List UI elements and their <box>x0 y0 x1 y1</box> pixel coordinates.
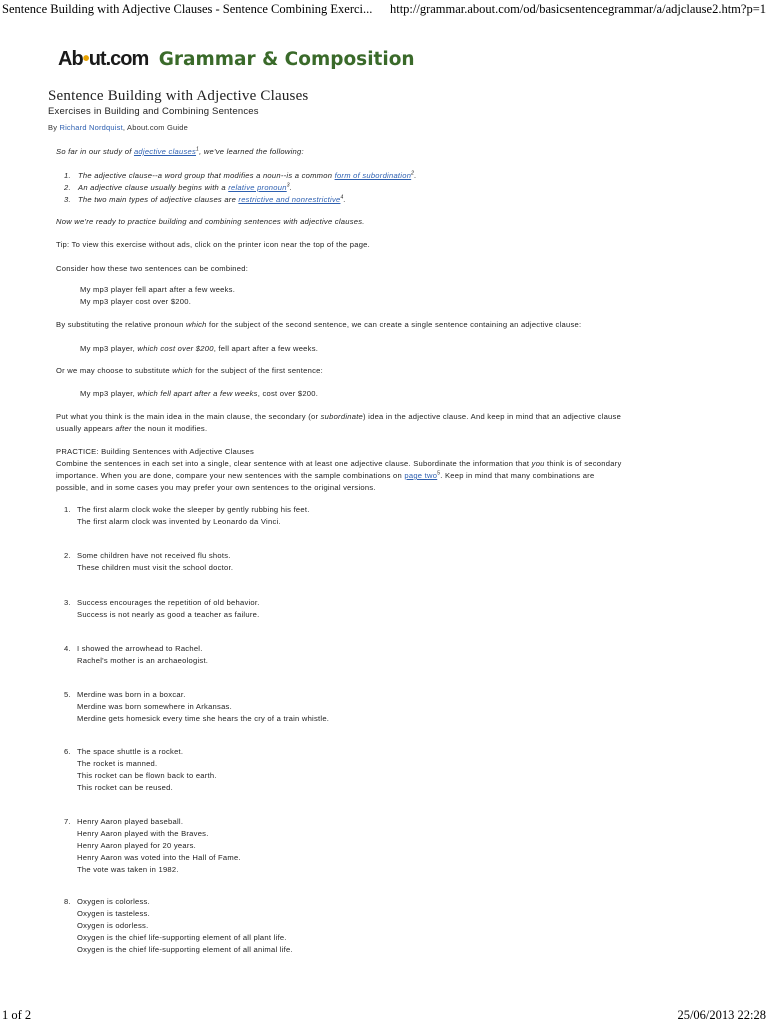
page-number: 1 of 2 <box>2 1008 32 1022</box>
article-subtitle: Exercises in Building and Combining Sentences <box>48 106 259 117</box>
author-link[interactable]: Richard Nordquist <box>59 123 123 132</box>
example-pair: My mp3 player fell apart after a few weeks. My mp3 player cost over $200. <box>80 285 236 306</box>
print-footer <box>0 1008 768 1024</box>
practice-heading: PRACTICE: Building Sentences with Adjective Clauses <box>56 447 255 456</box>
about-brand: Ab•ut.com <box>58 48 149 70</box>
form-of-subordination-link[interactable]: form of subordination <box>334 171 412 180</box>
print-header-title: Sentence Building with Adjective Clauses - Sentence Combining Exerci... <box>2 2 373 16</box>
intro-paragraph: So far in our study of adjective clauses$^1$, we've learned the following: <box>56 146 304 156</box>
print-datetime: 25/06/2013 22:28 <box>677 1008 766 1022</box>
print-header-url: http://grammar.about.com/od/basicsentencegrammar/a/adjclause2.htm?p=1 <box>389 2 766 16</box>
main-idea-paragraph: Put what you think is the main idea in the main clause, the secondary (or subordinate) idea in the adjective clause. And keep in mind that an adjective clause usually appears after the noun it modifies. <box>56 412 622 433</box>
channel-name: Grammar & Composition <box>158 49 415 70</box>
combined-example-2: My mp3 player, which fell apart after a few weeks, cost over $200. <box>80 389 319 398</box>
list-item: 1. The adjective clause--a word group that modifies a noun--is a common form of subordination$^2$. <box>64 170 417 180</box>
practice-section: PRACTICE: Building Sentences with Adjective Clauses Combine the sentences in each set into a single, clear sentence with at least one adjective clause. Subordinate the information that you think is of secondary importance. When you are done, compare your new sentences with the sample combinations on page two$^5$. Keep in mind that many combinations are possible, and in some cases you may prefer your own sentences to the original versions. <box>56 447 622 492</box>
print-header <box>0 0 768 20</box>
list-item: 2. An adjective clause usually begins with a relative pronoun$^3$. <box>64 182 293 192</box>
or-may-paragraph: Or we may choose to substitute which for the subject of the first sentence: <box>56 366 323 375</box>
about-logo[interactable] <box>58 48 415 78</box>
combined-example-1: My mp3 player, which cost over $200, fell apart after a few weeks. <box>80 344 319 353</box>
relative-pronoun-link[interactable]: relative pronoun <box>228 183 287 192</box>
page-two-link[interactable]: page two <box>404 471 438 480</box>
consider-paragraph: Consider how these two sentences can be combined: <box>56 264 249 273</box>
list-item: 3. The two main types of adjective clauses are restrictive and nonrestrictive$^4$. <box>64 194 346 204</box>
ready-paragraph: Now we're ready to practice building and combining sentences with adjective clauses. <box>56 217 365 226</box>
restrictive-nonrestrictive-link[interactable]: restrictive and nonrestrictive <box>238 195 341 204</box>
article-title: Sentence Building with Adjective Clauses <box>48 88 309 104</box>
substituting-paragraph: By substituting the relative pronoun which for the subject of the second sentence, we can create a single sentence containing an adjective clause: <box>56 320 582 329</box>
brand-dot-icon: • <box>82 48 89 70</box>
adjective-clauses-link[interactable]: adjective clauses <box>133 147 197 156</box>
byline: By Richard Nordquist, About.com Guide <box>48 123 188 132</box>
tip-paragraph: Tip: To view this exercise without ads, click on the printer icon near the top of the page. <box>56 240 370 249</box>
